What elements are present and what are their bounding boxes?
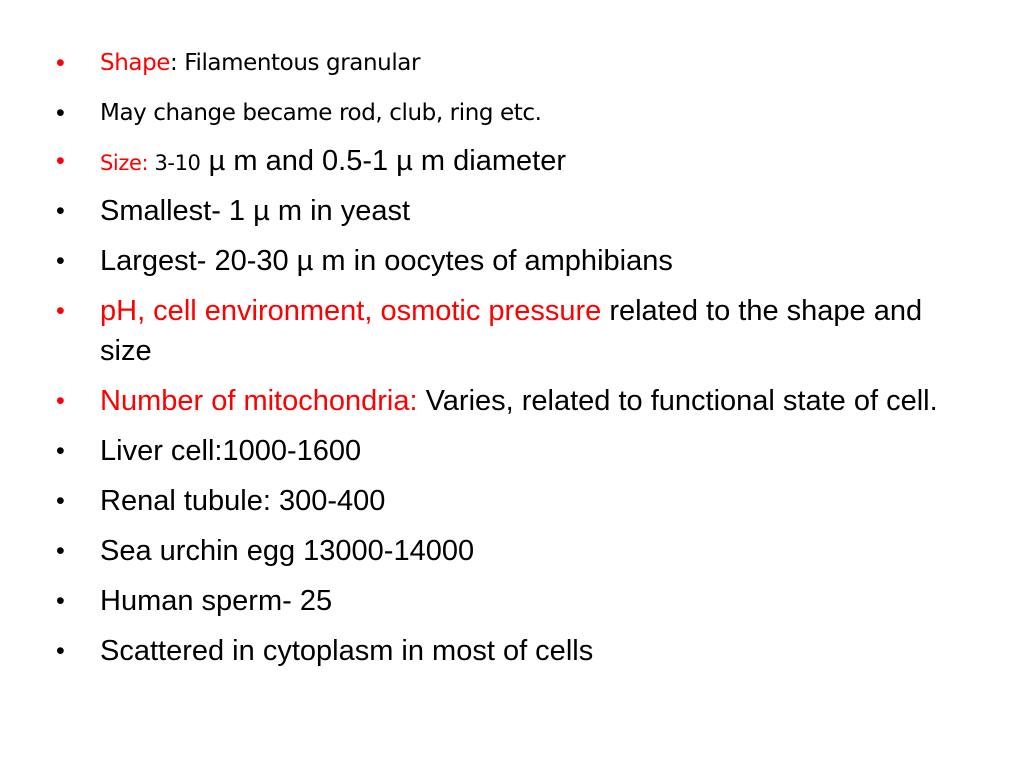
list-item-renal xyxy=(56,476,956,526)
number-text: Varies, related to functional state of cell. xyxy=(417,385,938,417)
bullet-icon: • xyxy=(56,99,65,127)
size-label: Size: xyxy=(100,151,149,175)
bullet-icon: • xyxy=(56,387,65,415)
bullet-icon: • xyxy=(56,437,65,465)
bullet-icon: • xyxy=(56,487,65,515)
list-item-scattered xyxy=(56,626,956,676)
bullet-list xyxy=(56,38,956,676)
bullet-icon: • xyxy=(56,637,65,665)
bullet-icon: • xyxy=(56,49,65,77)
list-item-number xyxy=(56,376,956,426)
list-item-size xyxy=(56,138,956,186)
liver-text: Liver cell:1000-1600 xyxy=(100,435,362,467)
bullet-icon: • xyxy=(56,297,65,325)
bullet-icon: • xyxy=(56,537,65,565)
ph-label: pH, cell environment, osmotic pressure xyxy=(100,295,602,327)
largest-text: Largest- 20-30 µ m in oocytes of amphibians xyxy=(100,245,673,277)
list-item-sperm xyxy=(56,576,956,626)
bullet-icon: • xyxy=(56,197,65,225)
list-item-ph xyxy=(56,286,956,376)
bullet-icon: • xyxy=(56,147,65,175)
renal-text: Renal tubule: 300-400 xyxy=(100,485,386,517)
shape-text: : Filamentous granular xyxy=(170,50,421,76)
smallest-text: Smallest- 1 µ m in yeast xyxy=(100,195,411,227)
size-range-small: 3-10 xyxy=(148,151,201,175)
list-item-change xyxy=(56,88,956,138)
change-text: May change became rod, club, ring etc. xyxy=(100,100,542,126)
list-item-largest xyxy=(56,236,956,286)
sperm-text: Human sperm- 25 xyxy=(100,585,333,617)
list-item-shape xyxy=(56,38,956,88)
number-label: Number of mitochondria: xyxy=(100,385,418,417)
list-item-sea-urchin xyxy=(56,526,956,576)
sea-urchin-text: Sea urchin egg 13000-14000 xyxy=(100,535,475,567)
list-item-liver xyxy=(56,426,956,476)
bullet-icon: • xyxy=(56,587,65,615)
ph-text: related to the shape and size xyxy=(100,295,923,367)
shape-label: Shape xyxy=(100,50,171,76)
size-text: µ m and 0.5-1 µ m diameter xyxy=(200,145,566,177)
list-item-smallest xyxy=(56,186,956,236)
bullet-icon: • xyxy=(56,247,65,275)
scattered-text: Scattered in cytoplasm in most of cells xyxy=(100,635,594,667)
